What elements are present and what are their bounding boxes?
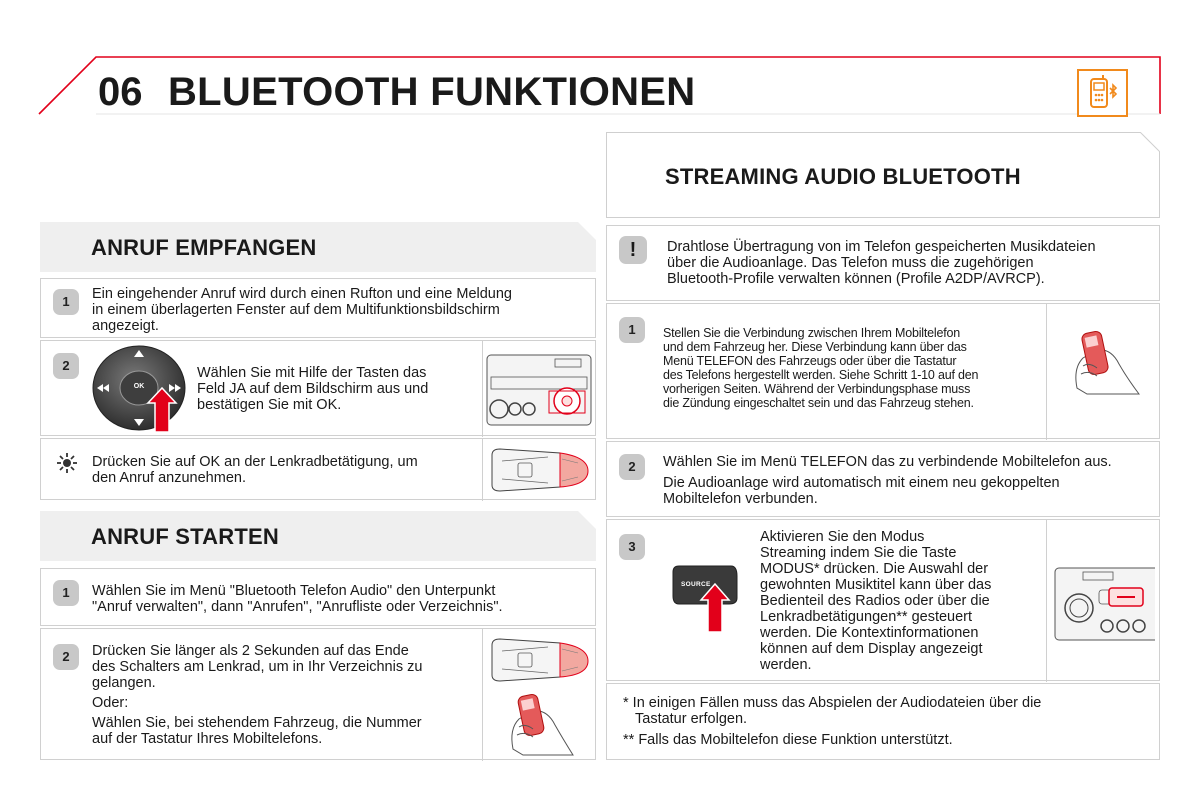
anruf-starten-step1-box bbox=[40, 568, 596, 626]
text-line: werden. bbox=[760, 657, 812, 673]
text-line: können auf dem Display angezeigt bbox=[760, 641, 983, 657]
text-line: vorherigen Seiten. Während der Verbindungsphase muss bbox=[663, 382, 971, 396]
footnote-line: Tastatur erfolgen. bbox=[635, 711, 748, 727]
step-number: 2 bbox=[619, 454, 645, 480]
text-line: Bedienteil des Radios oder über die bbox=[760, 593, 990, 609]
ok-label: OK bbox=[133, 383, 145, 390]
text-line: angezeigt. bbox=[92, 318, 159, 334]
text-line: "Anruf verwalten", dann "Anrufen", "Anrufliste oder Verzeichnis". bbox=[92, 599, 503, 615]
phone-bluetooth-icon bbox=[1077, 69, 1128, 117]
text-line: Wählen Sie im Menü "Bluetooth Telefon Audio" den Unterpunkt bbox=[92, 583, 496, 599]
text-line: Streaming indem Sie die Taste bbox=[760, 545, 957, 561]
step-number: 2 bbox=[53, 644, 79, 670]
hand-phone-illustration bbox=[503, 689, 583, 757]
streaming-warning-box bbox=[606, 225, 1160, 301]
text-line: Drücken Sie auf OK an der Lenkradbetätigung, um bbox=[92, 454, 418, 470]
text-line: Menü TELEFON des Fahrzeugs oder über die Tastatur bbox=[663, 354, 957, 368]
text-line: Wählen Sie mit Hilfe der Tasten das bbox=[197, 365, 427, 381]
steering-control-illustration bbox=[488, 445, 592, 495]
step-number: 3 bbox=[619, 534, 645, 560]
streaming-footnotes-box bbox=[606, 683, 1160, 760]
lightbulb-icon bbox=[55, 451, 79, 475]
anruf-starten-step2-box bbox=[40, 628, 596, 760]
text-line: die Zündung eingeschaltet sein und das Fahrzeug stehen. bbox=[663, 396, 974, 410]
text-line: Wählen Sie im Menü TELEFON das zu verbindende Mobiltelefon aus. bbox=[663, 454, 1112, 470]
streaming-step2-box bbox=[606, 441, 1160, 517]
chapter-number: 06 bbox=[98, 70, 143, 114]
text-line: Aktivieren Sie den Modus bbox=[760, 529, 925, 545]
text-line: bestätigen Sie mit OK. bbox=[197, 397, 342, 413]
text-line: des Telefons hergestellt werden. Siehe Schritt 1-10 auf den bbox=[663, 368, 979, 382]
step-number: 1 bbox=[53, 580, 79, 606]
section-title-streaming: STREAMING AUDIO BLUETOOTH bbox=[665, 164, 1021, 189]
footnote-line: * In einigen Fällen muss das Abspielen der Audiodateien über die bbox=[623, 695, 1042, 711]
text-line: Ein eingehender Anruf wird durch einen Rufton und eine Meldung bbox=[92, 286, 512, 302]
radio-panel-illustration bbox=[1053, 564, 1155, 644]
text-line: gelangen. bbox=[92, 675, 156, 691]
step-number: 2 bbox=[53, 353, 79, 379]
source-label: SOURCE bbox=[681, 581, 711, 588]
text-line: den Anruf anzunehmen. bbox=[92, 470, 246, 486]
ok-navigation-pad bbox=[89, 344, 209, 434]
radio-panel-illustration bbox=[485, 351, 593, 429]
footnote-line: ** Falls das Mobiltelefon diese Funktion unterstützt. bbox=[623, 732, 953, 748]
section-title-anruf-starten: ANRUF STARTEN bbox=[91, 524, 279, 549]
text-line: Bluetooth-Profile verwalten können (Profile A2DP/AVRCP). bbox=[667, 271, 1045, 287]
text-line: werden. Die Kontextinformationen bbox=[760, 625, 979, 641]
exclamation-symbol: ! bbox=[629, 239, 637, 261]
streaming-step3-box bbox=[606, 519, 1160, 681]
text-line: Drahtlose Übertragung von im Telefon gespeicherten Musikdateien bbox=[667, 239, 1096, 255]
source-button-illustration bbox=[669, 562, 743, 634]
step-number: 1 bbox=[53, 289, 79, 315]
text-line: auf der Tastatur Ihres Mobiltelefons. bbox=[92, 731, 323, 747]
chapter-title: BLUETOOTH FUNKTIONEN bbox=[168, 70, 696, 114]
section-title-anruf-empfangen: ANRUF EMPFANGEN bbox=[91, 235, 317, 260]
text-line: Stellen Sie die Verbindung zwischen Ihrem Mobiltelefon bbox=[663, 326, 961, 340]
text-line: in einem überlagerten Fenster auf dem Multifunktionsbildschirm bbox=[92, 302, 500, 318]
hand-phone-illustration bbox=[1067, 326, 1147, 396]
step-number: 1 bbox=[619, 317, 645, 343]
exclamation-icon bbox=[619, 236, 647, 264]
text-line: über die Audioanlage. Das Telefon muss die zugehörigen bbox=[667, 255, 1034, 271]
text-line: des Schalters am Lenkrad, um in Ihr Verzeichnis zu bbox=[92, 659, 423, 675]
text-line: Mobiltelefon verbunden. bbox=[663, 491, 818, 507]
text-line: Oder: bbox=[92, 695, 129, 711]
streaming-step1-box bbox=[606, 303, 1160, 439]
anruf-empfangen-step2-box bbox=[40, 340, 596, 436]
text-line: gewohnten Musiktitel kann über das bbox=[760, 577, 992, 593]
text-line: und dem Fahrzeug her. Diese Verbindung kann über das bbox=[663, 340, 967, 354]
anruf-empfangen-tip-box bbox=[40, 438, 596, 500]
text-line: Lenkradbetätigungen** gesteuert bbox=[760, 609, 973, 625]
text-line: Wählen Sie, bei stehendem Fahrzeug, die Nummer bbox=[92, 715, 422, 731]
anruf-empfangen-step1-box bbox=[40, 278, 596, 338]
steering-control-illustration bbox=[488, 635, 592, 685]
text-line: MODUS* drücken. Die Auswahl der bbox=[760, 561, 989, 577]
text-line: Drücken Sie länger als 2 Sekunden auf das Ende bbox=[92, 643, 409, 659]
text-line: Feld JA auf dem Bildschirm aus und bbox=[197, 381, 429, 397]
text-line: Die Audioanlage wird automatisch mit einem neu gekoppelten bbox=[663, 475, 1060, 491]
